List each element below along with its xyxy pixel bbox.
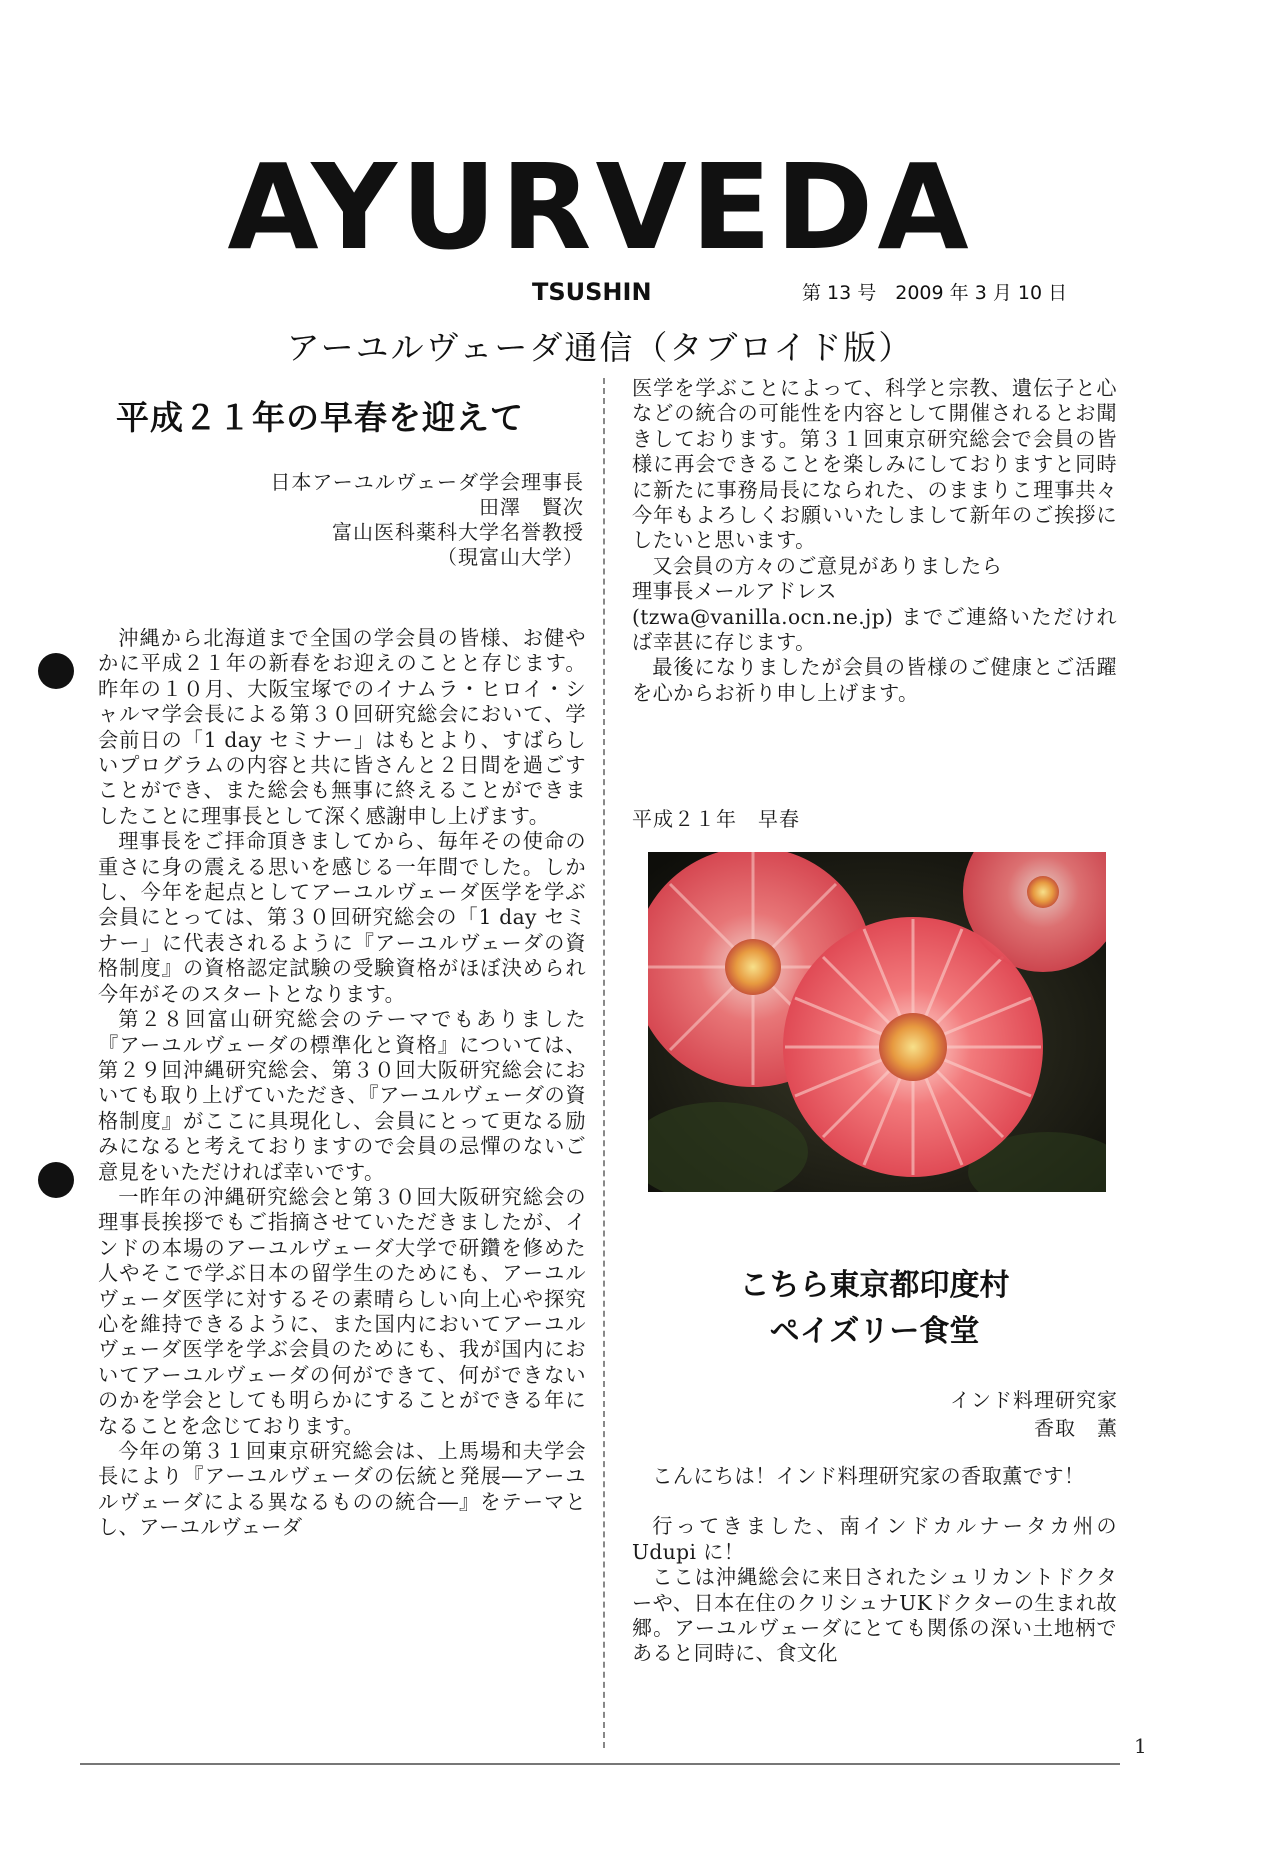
article1-paragraph: 理事長をご拝命頂きましてから、毎年その使命の重さに身の震える思いを感じる一年間でした。しかし、今年を起点としてアーユルヴェーダ医学を学ぶ会員にとっては、第３０回研究総会の「1 day セミナー」に代表されるように『アーユルヴェーダの資格制度』の資格認定試験の受験資格がほぼ決められ今年がそのスタートとなります。 bbox=[98, 829, 586, 1006]
email-address: (tzwa@vanilla.ocn.ne.jp) までご連絡いただければ幸甚に存じます。 bbox=[632, 604, 1117, 655]
column-divider bbox=[603, 378, 605, 1748]
article1-title: 平成２１年の早春を迎えて bbox=[116, 398, 524, 437]
author-line: 日本アーユルヴェーダ学会理事長 bbox=[270, 470, 584, 494]
author-line: 香取 薫 bbox=[1034, 1416, 1118, 1440]
article1-paragraph: 今年の第３１回東京研究総会は、上馬場和夫学会長により『アーユルヴェーダの伝統と発展―アーユルヴェーダによる異なるものの統合―』をテーマとし、アーユルヴェーダ bbox=[98, 1439, 586, 1540]
article2-body bbox=[632, 1464, 1117, 1667]
issue-date: 第 13 号 2009 年 3 月 10 日 bbox=[802, 282, 1068, 304]
masthead-subtitle-en: TSUSHIN bbox=[532, 278, 652, 306]
article1-paragraph: 沖縄から北海道まで全国の学会員の皆様、お健やかに平成２１年の新春をお迎えのことと存じます。昨年の１０月、大阪宝塚でのイナムラ・ヒロイ・シャルマ学会長による第３０回研究総会において、学会前日の「1 day セミナー」はもとより、すばらしいプログラムの内容と共に皆さんと２日間を過ごすことができ、また総会も無事に終えることができましたことに理事長として深く感謝申し上げます。 bbox=[98, 626, 586, 828]
article1-paragraph: 医学を学ぶことによって、科学と宗教、遺伝子と心などの統合の可能性を内容として開催されるとお聞きしております。第３１回東京研究総会で会員の皆様に再会できることを楽しみにしておりますと同時に新たに事務局長になられた、のままりこ理事共々今年もよろしくお願いいたしまして新年のご挨拶にしたいと思います。 bbox=[632, 376, 1117, 553]
punch-hole bbox=[38, 653, 74, 689]
gerbera-flowers-image bbox=[648, 852, 1106, 1192]
punch-hole bbox=[38, 1162, 74, 1198]
article2-paragraph: こんにちは！インド料理研究家の香取薫です！ bbox=[652, 1464, 1085, 1488]
email-label: 理事長メールアドレス bbox=[632, 579, 837, 604]
article2-title-line: ペイズリー食堂 bbox=[769, 1314, 980, 1349]
masthead-subtitle-ja: アーユルヴェーダ通信（タブロイド版） bbox=[286, 328, 914, 367]
article2-author bbox=[950, 1386, 1118, 1442]
masthead-title: AYURVEDA bbox=[227, 138, 973, 276]
author-line: 田澤 賢次 bbox=[479, 495, 584, 519]
author-line: インド料理研究家 bbox=[950, 1388, 1118, 1412]
article1-date: 平成２１年 早春 bbox=[632, 807, 800, 831]
article2-title-line: こちら東京都印度村 bbox=[739, 1268, 1010, 1303]
article2-paragraph: ここは沖縄総会に来日されたシュリカントドクターや、日本在住のクリシュナUKドクターの生まれ故郷。アーユルヴェーダにとても関係の深い土地柄であると同時に、食文化 bbox=[632, 1565, 1117, 1666]
article1-author bbox=[270, 470, 584, 570]
article1-body bbox=[98, 626, 586, 1541]
article2-paragraph: 行ってきました、南インドカルナータカ州の Udupi に！ bbox=[632, 1514, 1117, 1564]
page-number: 1 bbox=[1134, 1734, 1147, 1758]
footer-rule bbox=[80, 1763, 1120, 1765]
article1-paragraph: 又会員の方々のご意見がありましたら bbox=[652, 553, 1003, 578]
flower-photo bbox=[648, 852, 1106, 1192]
article1-continuation bbox=[632, 376, 1117, 706]
article1-paragraph: 一昨年の沖縄研究総会と第３０回大阪研究総会の理事長挨拶でもご指摘させていただきましたが、インドの本場のアーユルヴェーダ大学で研鑽を修めた人やそこで学ぶ日本の留学生のためにも、アーユルヴェーダ医学に対するその素晴らしい向上心や探究心を維持できるように、また国内においてアーユルヴェーダ医学を学ぶ会員のためにも、我が国内においてアーユルヴェーダの何ができて、何ができないのかを学会としても明らかにすることができる年になることを念じております。 bbox=[98, 1184, 586, 1438]
article1-paragraph: 最後になりましたが会員の皆様のご健康とご活躍を心からお祈り申し上げます。 bbox=[632, 655, 1117, 705]
author-line: 富山医科薬科大学名誉教授 bbox=[332, 520, 584, 544]
author-line: （現富山大学） bbox=[437, 545, 584, 569]
article2-title bbox=[632, 1263, 1117, 1355]
article1-paragraph: 第２８回富山研究総会のテーマでもありました『アーユルヴェーダの標準化と資格』については、第２９回沖縄研究総会、第３０回大阪研究総会においても取り上げていただき、『アーユルヴェーダの資格制度』がここに具現化し、会員にとって更なる励みになると考えておりますので会員の忌憚のないご意見をいただければ幸いです。 bbox=[98, 1007, 586, 1184]
